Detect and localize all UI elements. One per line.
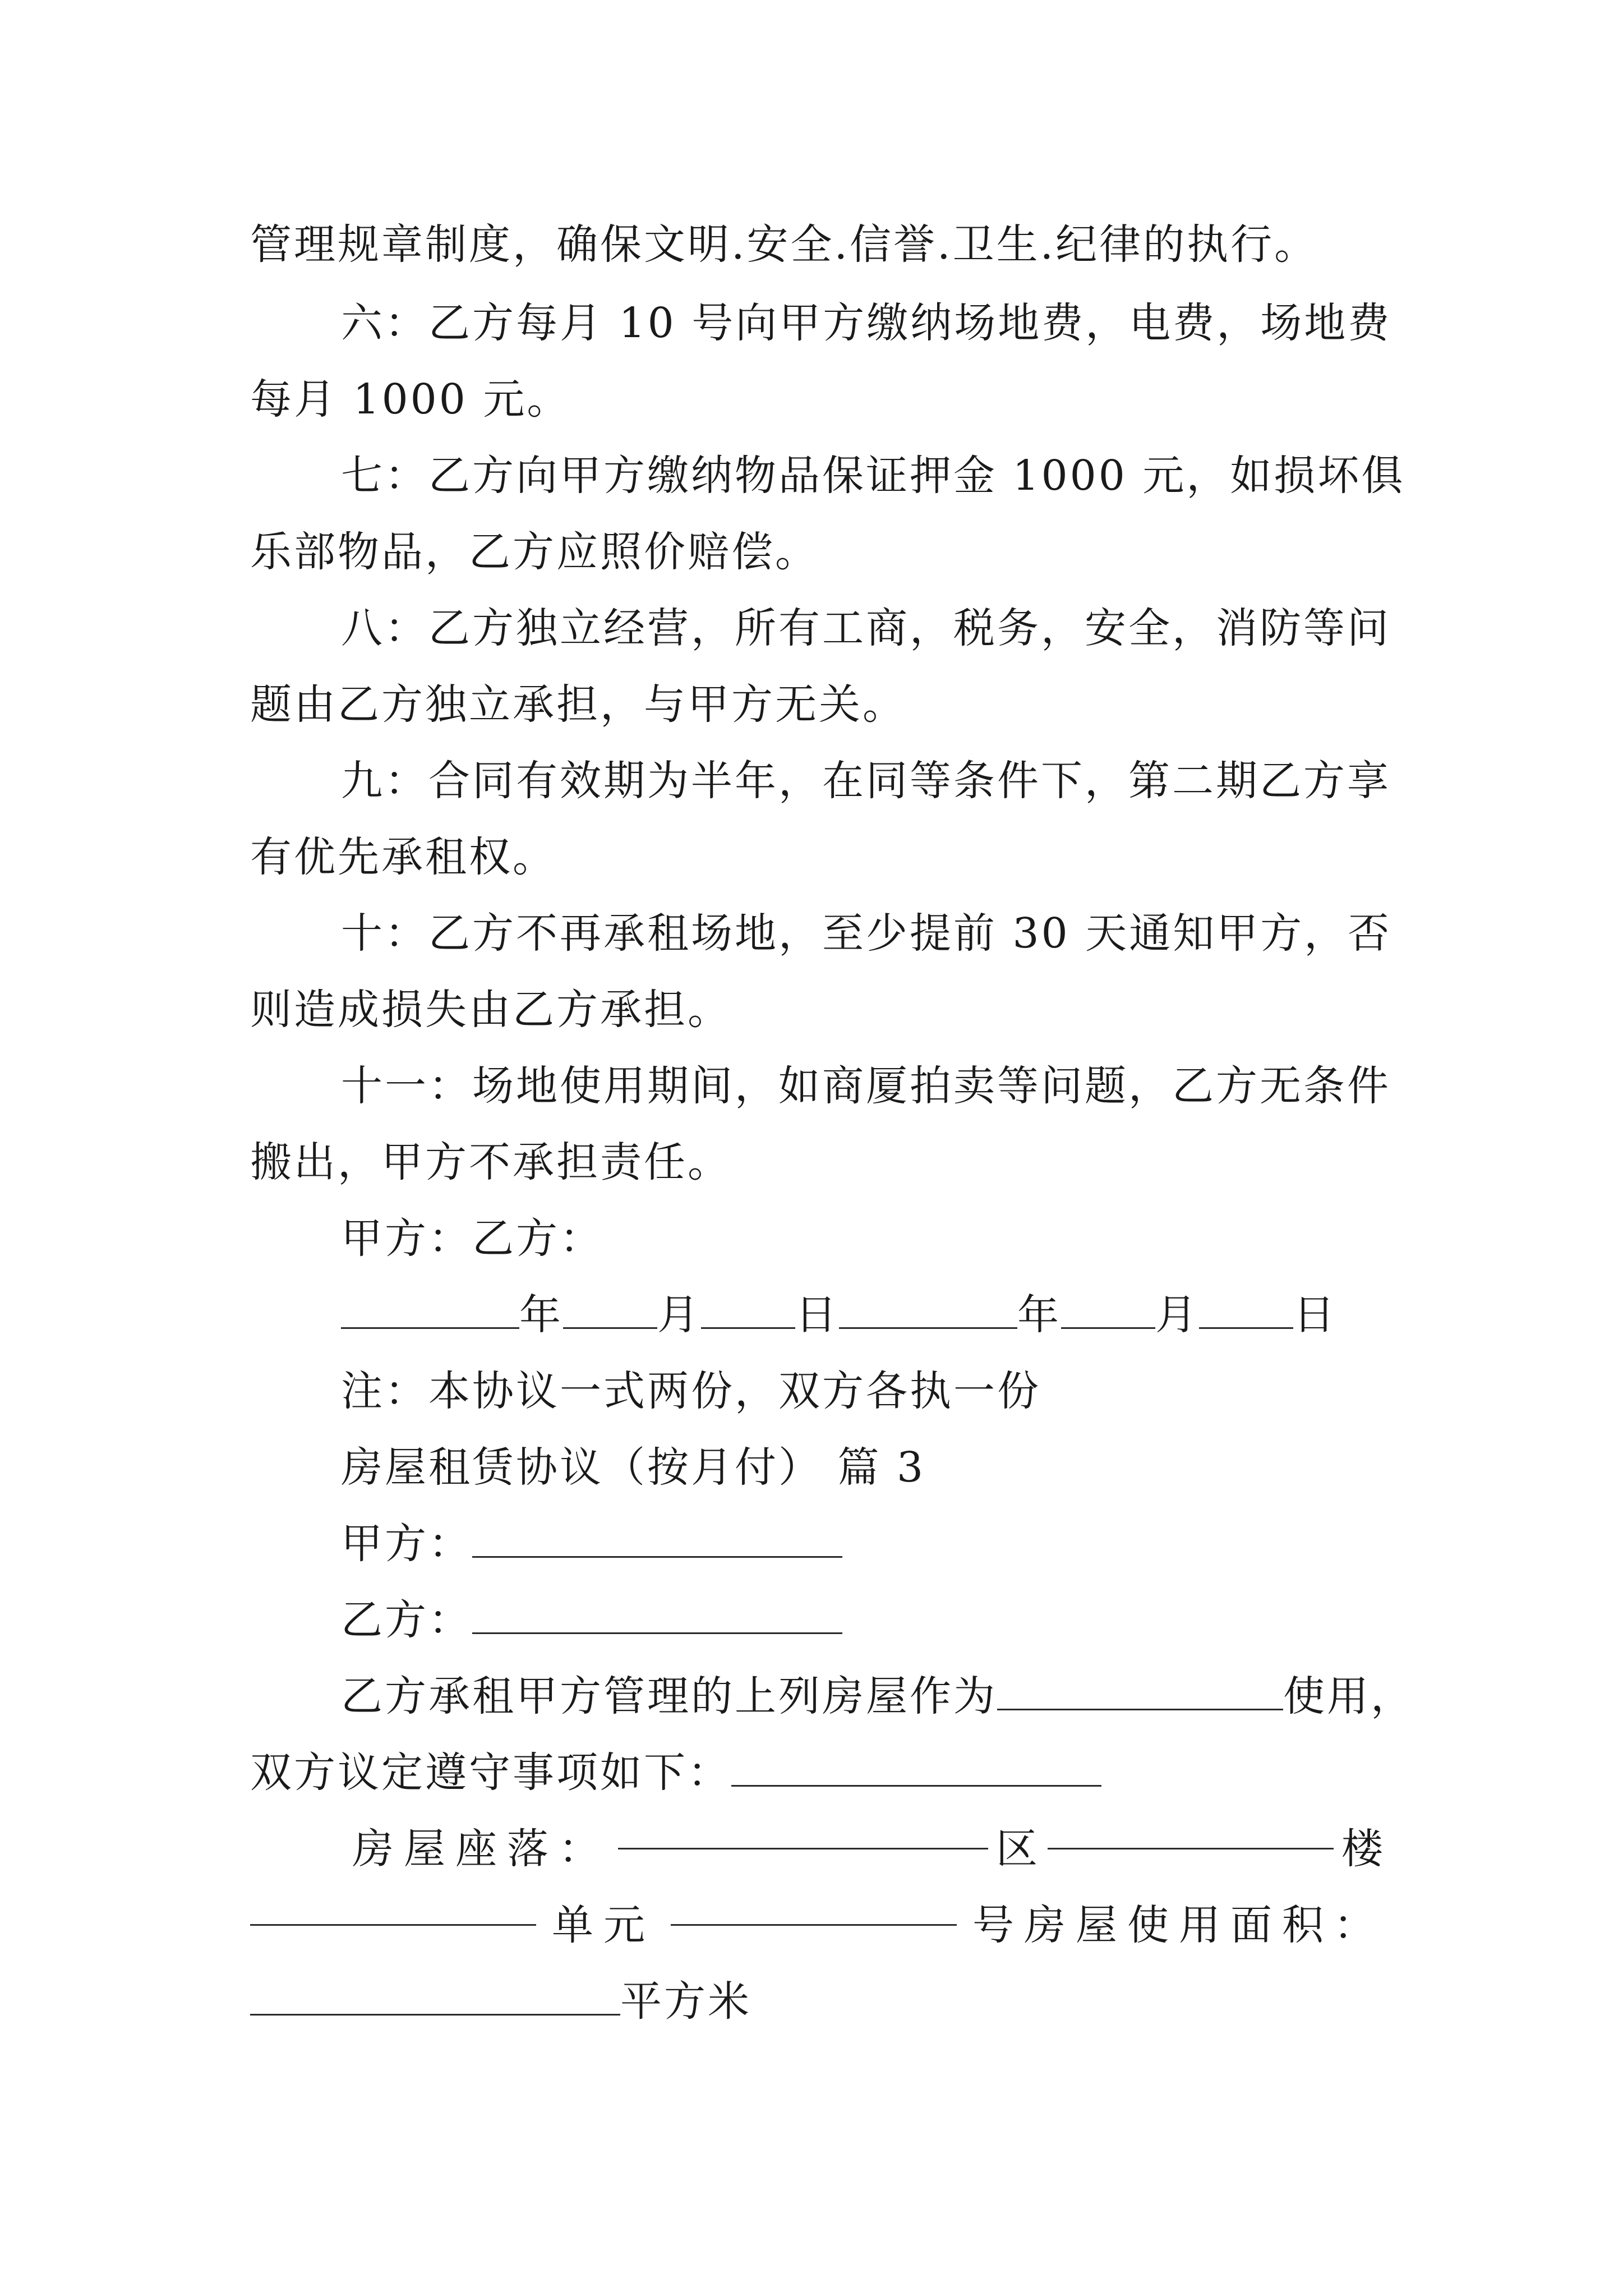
date-blank: [839, 1289, 1017, 1329]
text: 七：乙方向甲方缴纳物品保证押金 1000 元，如损坏俱: [341, 452, 1405, 500]
usage-line-2: [0, 1733, 1623, 1812]
building-blank: [250, 1886, 536, 1926]
text: 九：合同有效期为半年，在同等条件下，第二期乙方享: [341, 757, 1391, 805]
party-a-label: 甲方：: [341, 1520, 472, 1568]
text: 则造成损失由乙方承担。: [250, 986, 731, 1034]
year-label: 年: [519, 1291, 563, 1339]
text: 六：乙方每月 10 号向甲方缴纳场地费，电费，场地费: [341, 299, 1392, 347]
unit-blank: [671, 1886, 957, 1926]
party-b-line: [0, 1581, 1623, 1659]
signature-dates-line: [0, 1276, 1623, 1354]
text: 每月 1000 元。: [250, 375, 571, 424]
signature-parties-line: [0, 1199, 1623, 1278]
day-label: 日: [1293, 1291, 1337, 1339]
clause-9-line-1: [0, 742, 1623, 820]
clause-7-line-2: [0, 513, 1623, 591]
terms-blank: [731, 1747, 1101, 1787]
district-label: 区: [996, 1825, 1040, 1873]
area-line: [0, 1962, 1623, 2041]
sqm-label: 平方米: [620, 1977, 751, 2026]
clause-6-line-2: [0, 360, 1623, 439]
party-a-line: [0, 1504, 1623, 1583]
text: 十：乙方不再承租场地，至少提前 30 天通知甲方，否: [341, 909, 1392, 958]
date-blank: [701, 1289, 795, 1329]
text: 十一：场地使用期间，如商厦拍卖等问题，乙方无条件: [341, 1062, 1391, 1110]
text: 甲方：乙方：: [341, 1214, 603, 1263]
clause-10-line-2: [0, 970, 1623, 1049]
party-a-blank: [472, 1518, 842, 1558]
text: 乐部物品，乙方应照价赔偿。: [250, 528, 819, 576]
usage-line-1: [0, 1657, 1623, 1736]
district-blank: [1048, 1810, 1334, 1849]
clause-11-line-2: [0, 1123, 1623, 1202]
text: 注：本协议一式两份，双方各执一份: [341, 1367, 1041, 1415]
text: 乙方承租甲方管理的上列房屋作为: [341, 1672, 997, 1720]
text: 八：乙方独立经营，所有工商，税务，安全，消防等问: [341, 604, 1391, 652]
month-label: 月: [657, 1291, 701, 1339]
area-label: 号房屋使用面积：: [972, 1901, 1385, 1949]
unit-label: 单元: [552, 1901, 655, 1949]
clause-6-line-1: [0, 284, 1623, 362]
day-label: 日: [795, 1291, 839, 1339]
text: 题由乙方独立承担，与甲方无关。: [250, 680, 906, 729]
text: 使用，: [1283, 1672, 1414, 1720]
location-blank: [618, 1810, 988, 1849]
date-blank: [1061, 1289, 1155, 1329]
clause-11-line-1: [0, 1047, 1623, 1125]
usage-blank: [997, 1671, 1283, 1710]
text: 管理规章制度，确保文明.安全.信誉.卫生.纪律的执行。: [250, 220, 1318, 269]
month-label: 月: [1155, 1291, 1199, 1339]
building-label: 楼: [1341, 1825, 1385, 1873]
clause-7-line-1: [0, 436, 1623, 515]
text: 双方议定遵守事项如下：: [250, 1749, 731, 1797]
area-blank: [250, 1976, 620, 2016]
date-blank: [563, 1289, 657, 1329]
party-b-blank: [472, 1594, 842, 1634]
clause-8-line-1: [0, 589, 1623, 668]
paragraph-line: [0, 205, 1623, 284]
year-label: 年: [1017, 1291, 1061, 1339]
section-title: [0, 1428, 1623, 1507]
clause-9-line-2: [0, 818, 1623, 896]
date-blank: [341, 1289, 519, 1329]
text: 搬出，甲方不承担责任。: [250, 1138, 731, 1186]
note-line: [0, 1352, 1623, 1430]
unit-line: [250, 1886, 1385, 1964]
clause-8-line-2: [0, 665, 1623, 744]
date-blank: [1199, 1289, 1293, 1329]
text: 有优先承租权。: [250, 833, 556, 881]
party-b-label: 乙方：: [341, 1596, 472, 1644]
location-line: [352, 1810, 1385, 1888]
location-label: 房屋座落：: [352, 1825, 610, 1873]
text: 房屋租赁协议（按月付） 篇 3: [341, 1443, 926, 1492]
clause-10-line-1: [0, 894, 1623, 973]
